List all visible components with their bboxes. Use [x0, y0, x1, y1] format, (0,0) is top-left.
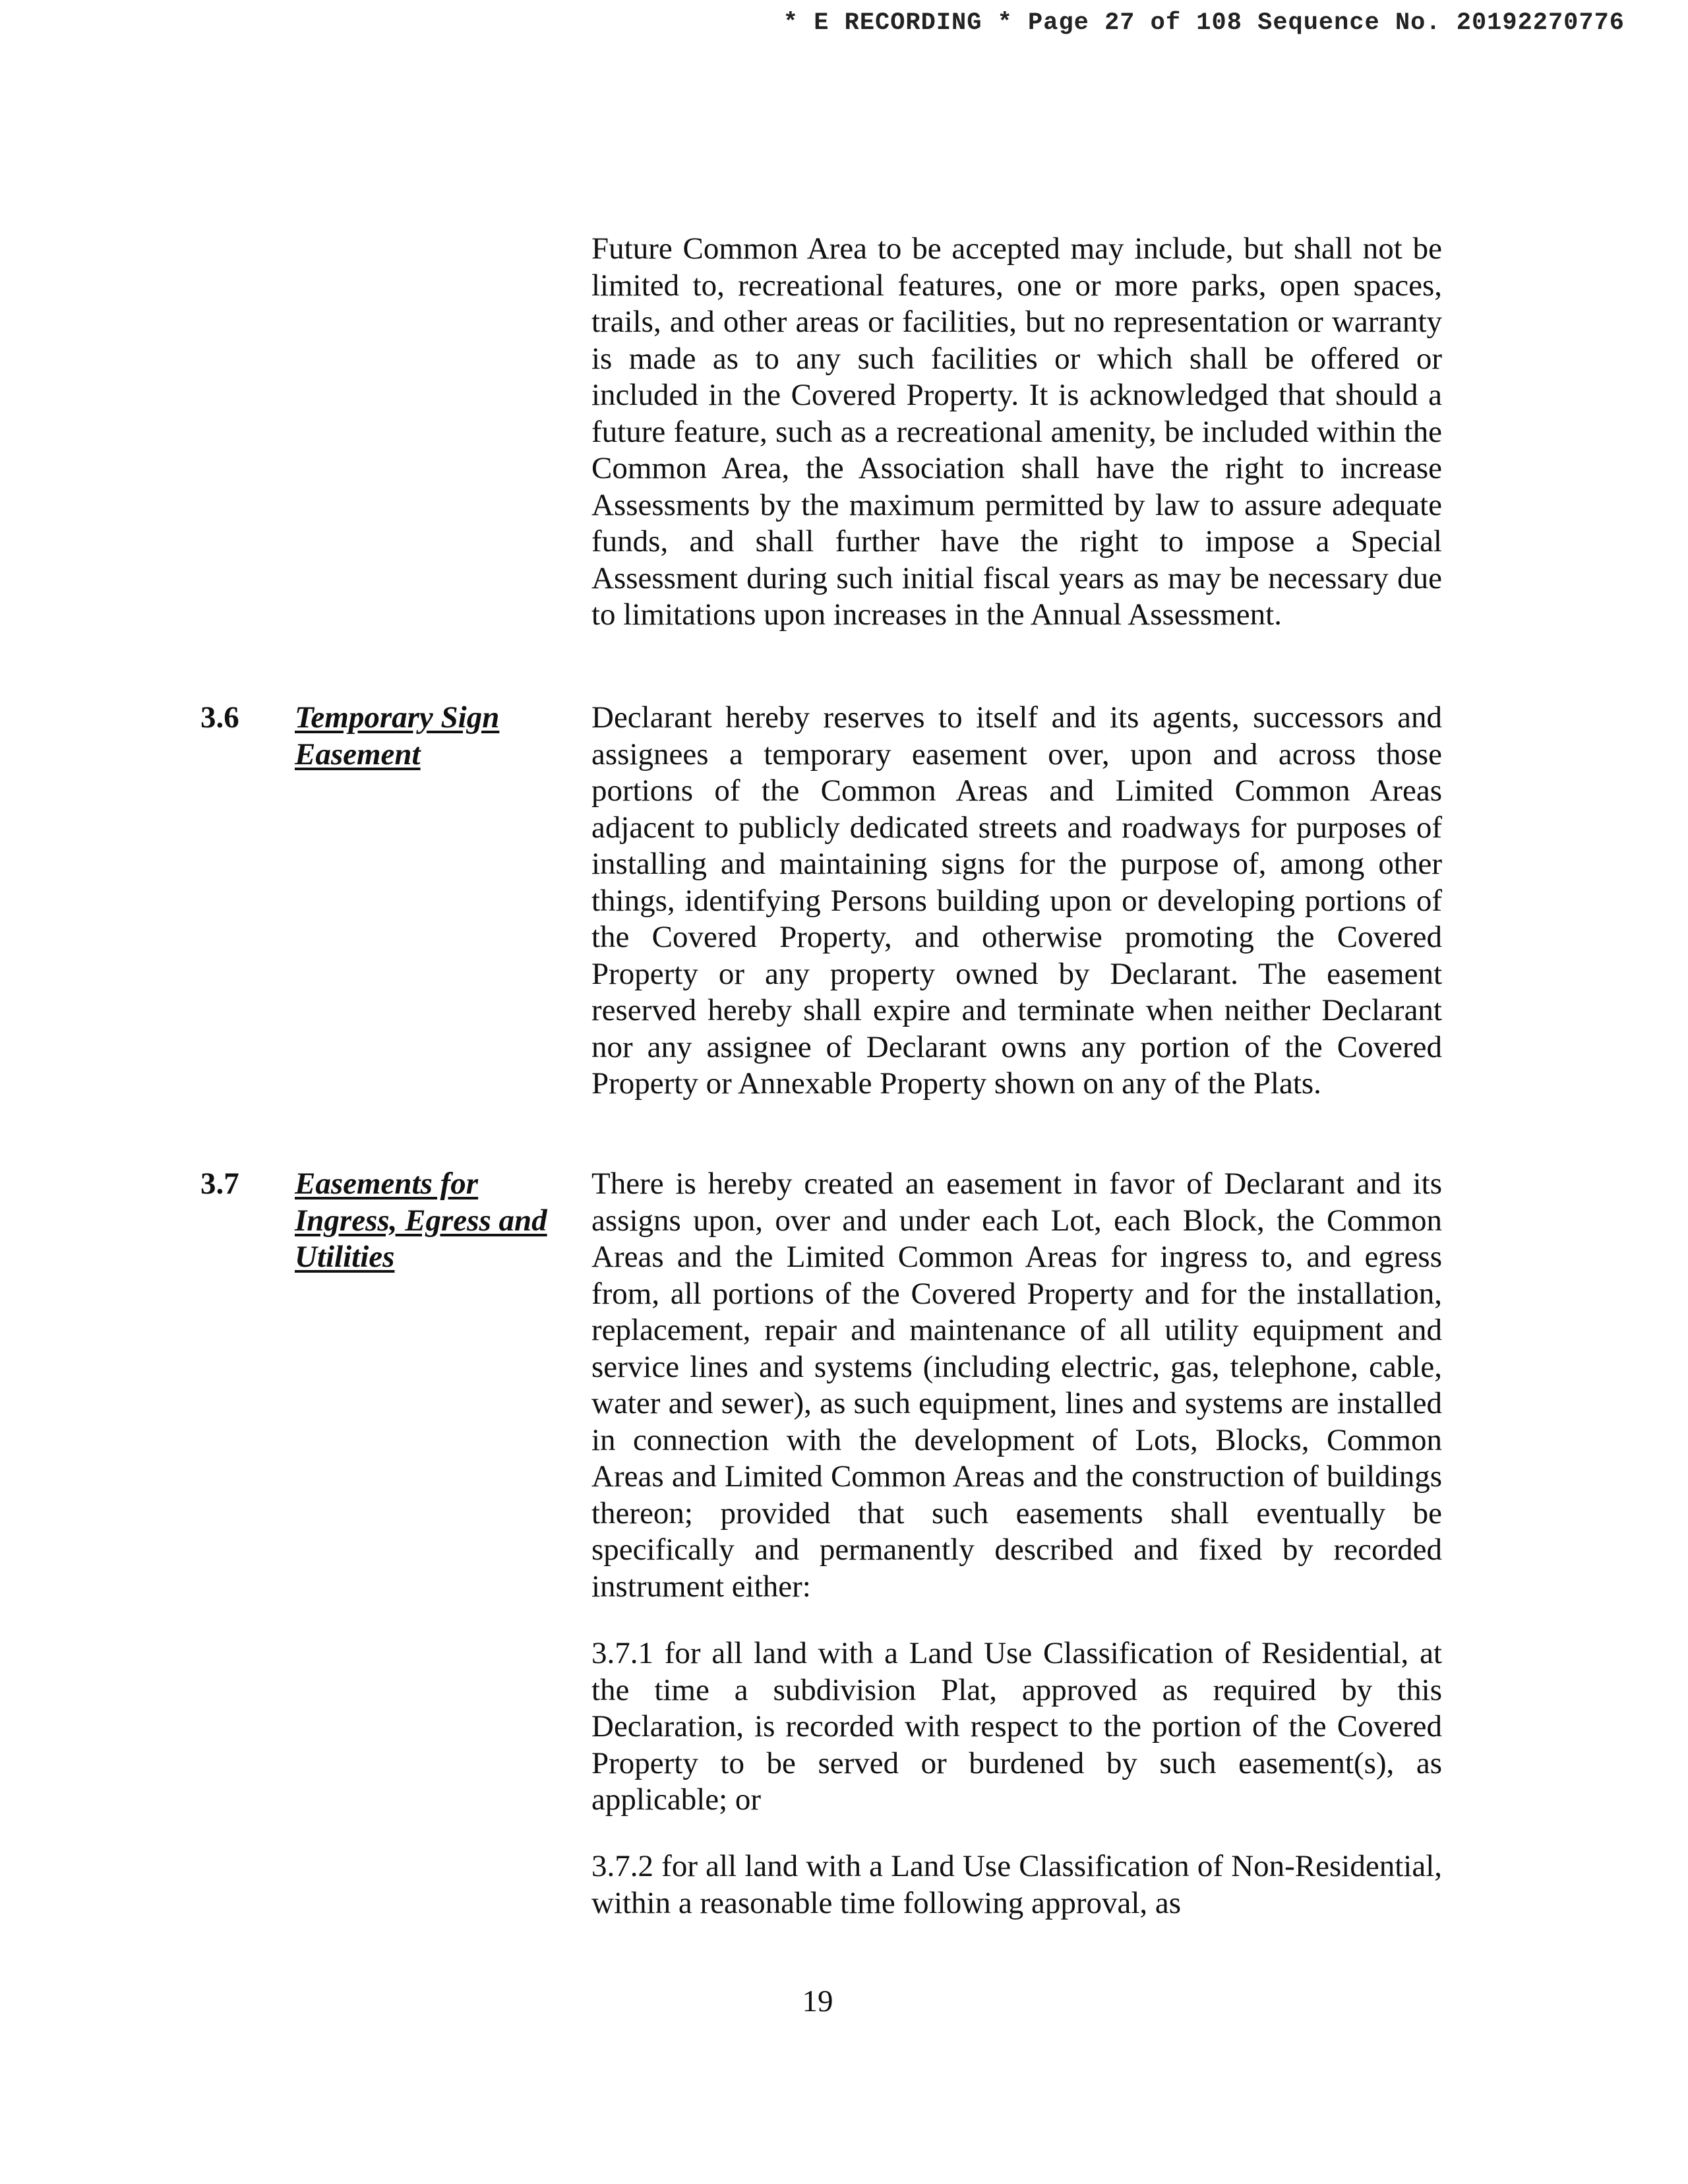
- page-number: 19: [802, 1984, 833, 2018]
- subparagraph-3-7-2: 3.7.2 for all land with a Land Use Classification of Non-Residential, within a reasonable time following approval, as: [591, 1849, 1442, 1920]
- section-title: Easements for Ingress, Egress and Utilities: [295, 1167, 547, 1274]
- section-title: Temporary Sign Easement: [295, 700, 500, 772]
- subparagraph-3-7-1: 3.7.1 for all land with a Land Use Classification of Residential, at the time a subdivision Plat, approved as required by this Declaration, is recorded with respect to the portion of the Covered Property to be served or burdened by such easement(s), as applicable; or: [591, 1636, 1442, 1817]
- section-number: 3.6: [200, 700, 239, 735]
- intro-paragraph: Future Common Area to be accepted may include, but shall not be limited to, recreational features, one or more parks, open spaces, trails, and other areas or facilities, but no representation or warranty is made as to any such facilities or which shall be offered or included in the Covered Property. It is acknowledged that should a future feature, such as a recreational amenity, be included within the Common Area, the Association shall have the right to increase Assessments by the maximum permitted by law to assure adequate funds, and shall further have the right to impose a Special Assessment during such initial fiscal years as may be necessary due to limitations upon increases in the Annual Assessment.: [591, 231, 1442, 632]
- section-body: Declarant hereby reserves to itself and its agents, successors and assignees a temporary easement over, upon and across those portions of the Common Areas and Limited Common Areas adjacent to publicly dedicated streets and roadways for purposes of installing and maintaining signs for the purpose of, among other things, identifying Persons building upon or developing portions of the Covered Property, and otherwise promoting the Covered Property or any property owned by Declarant. The easement reserved hereby shall expire and terminate when neither Declarant nor any assignee of Declarant owns any portion of the Covered Property or Annexable Property shown on any of the Plats.: [591, 700, 1442, 1101]
- recording-header: * E RECORDING * Page 27 of 108 Sequence No. 20192270776: [783, 9, 1625, 37]
- section-body: There is hereby created an easement in favor of Declarant and its assigns upon, over and under each Lot, each Block, the Common Areas and the Limited Common Areas for ingress to, and egress from, all portions of the Covered Property and for the installation, replacement, repair and maintenance of all utility equipment and service lines and systems (including electric, gas, telephone, cable, water and sewer), as such equipment, lines and systems are installed in connection with the development of Lots, Blocks, Common Areas and Limited Common Areas and the construction of buildings thereon; provided that such easements shall eventually be specifically and permanently described and fixed by recorded instrument either:: [591, 1167, 1442, 1604]
- section-number: 3.7: [200, 1167, 239, 1201]
